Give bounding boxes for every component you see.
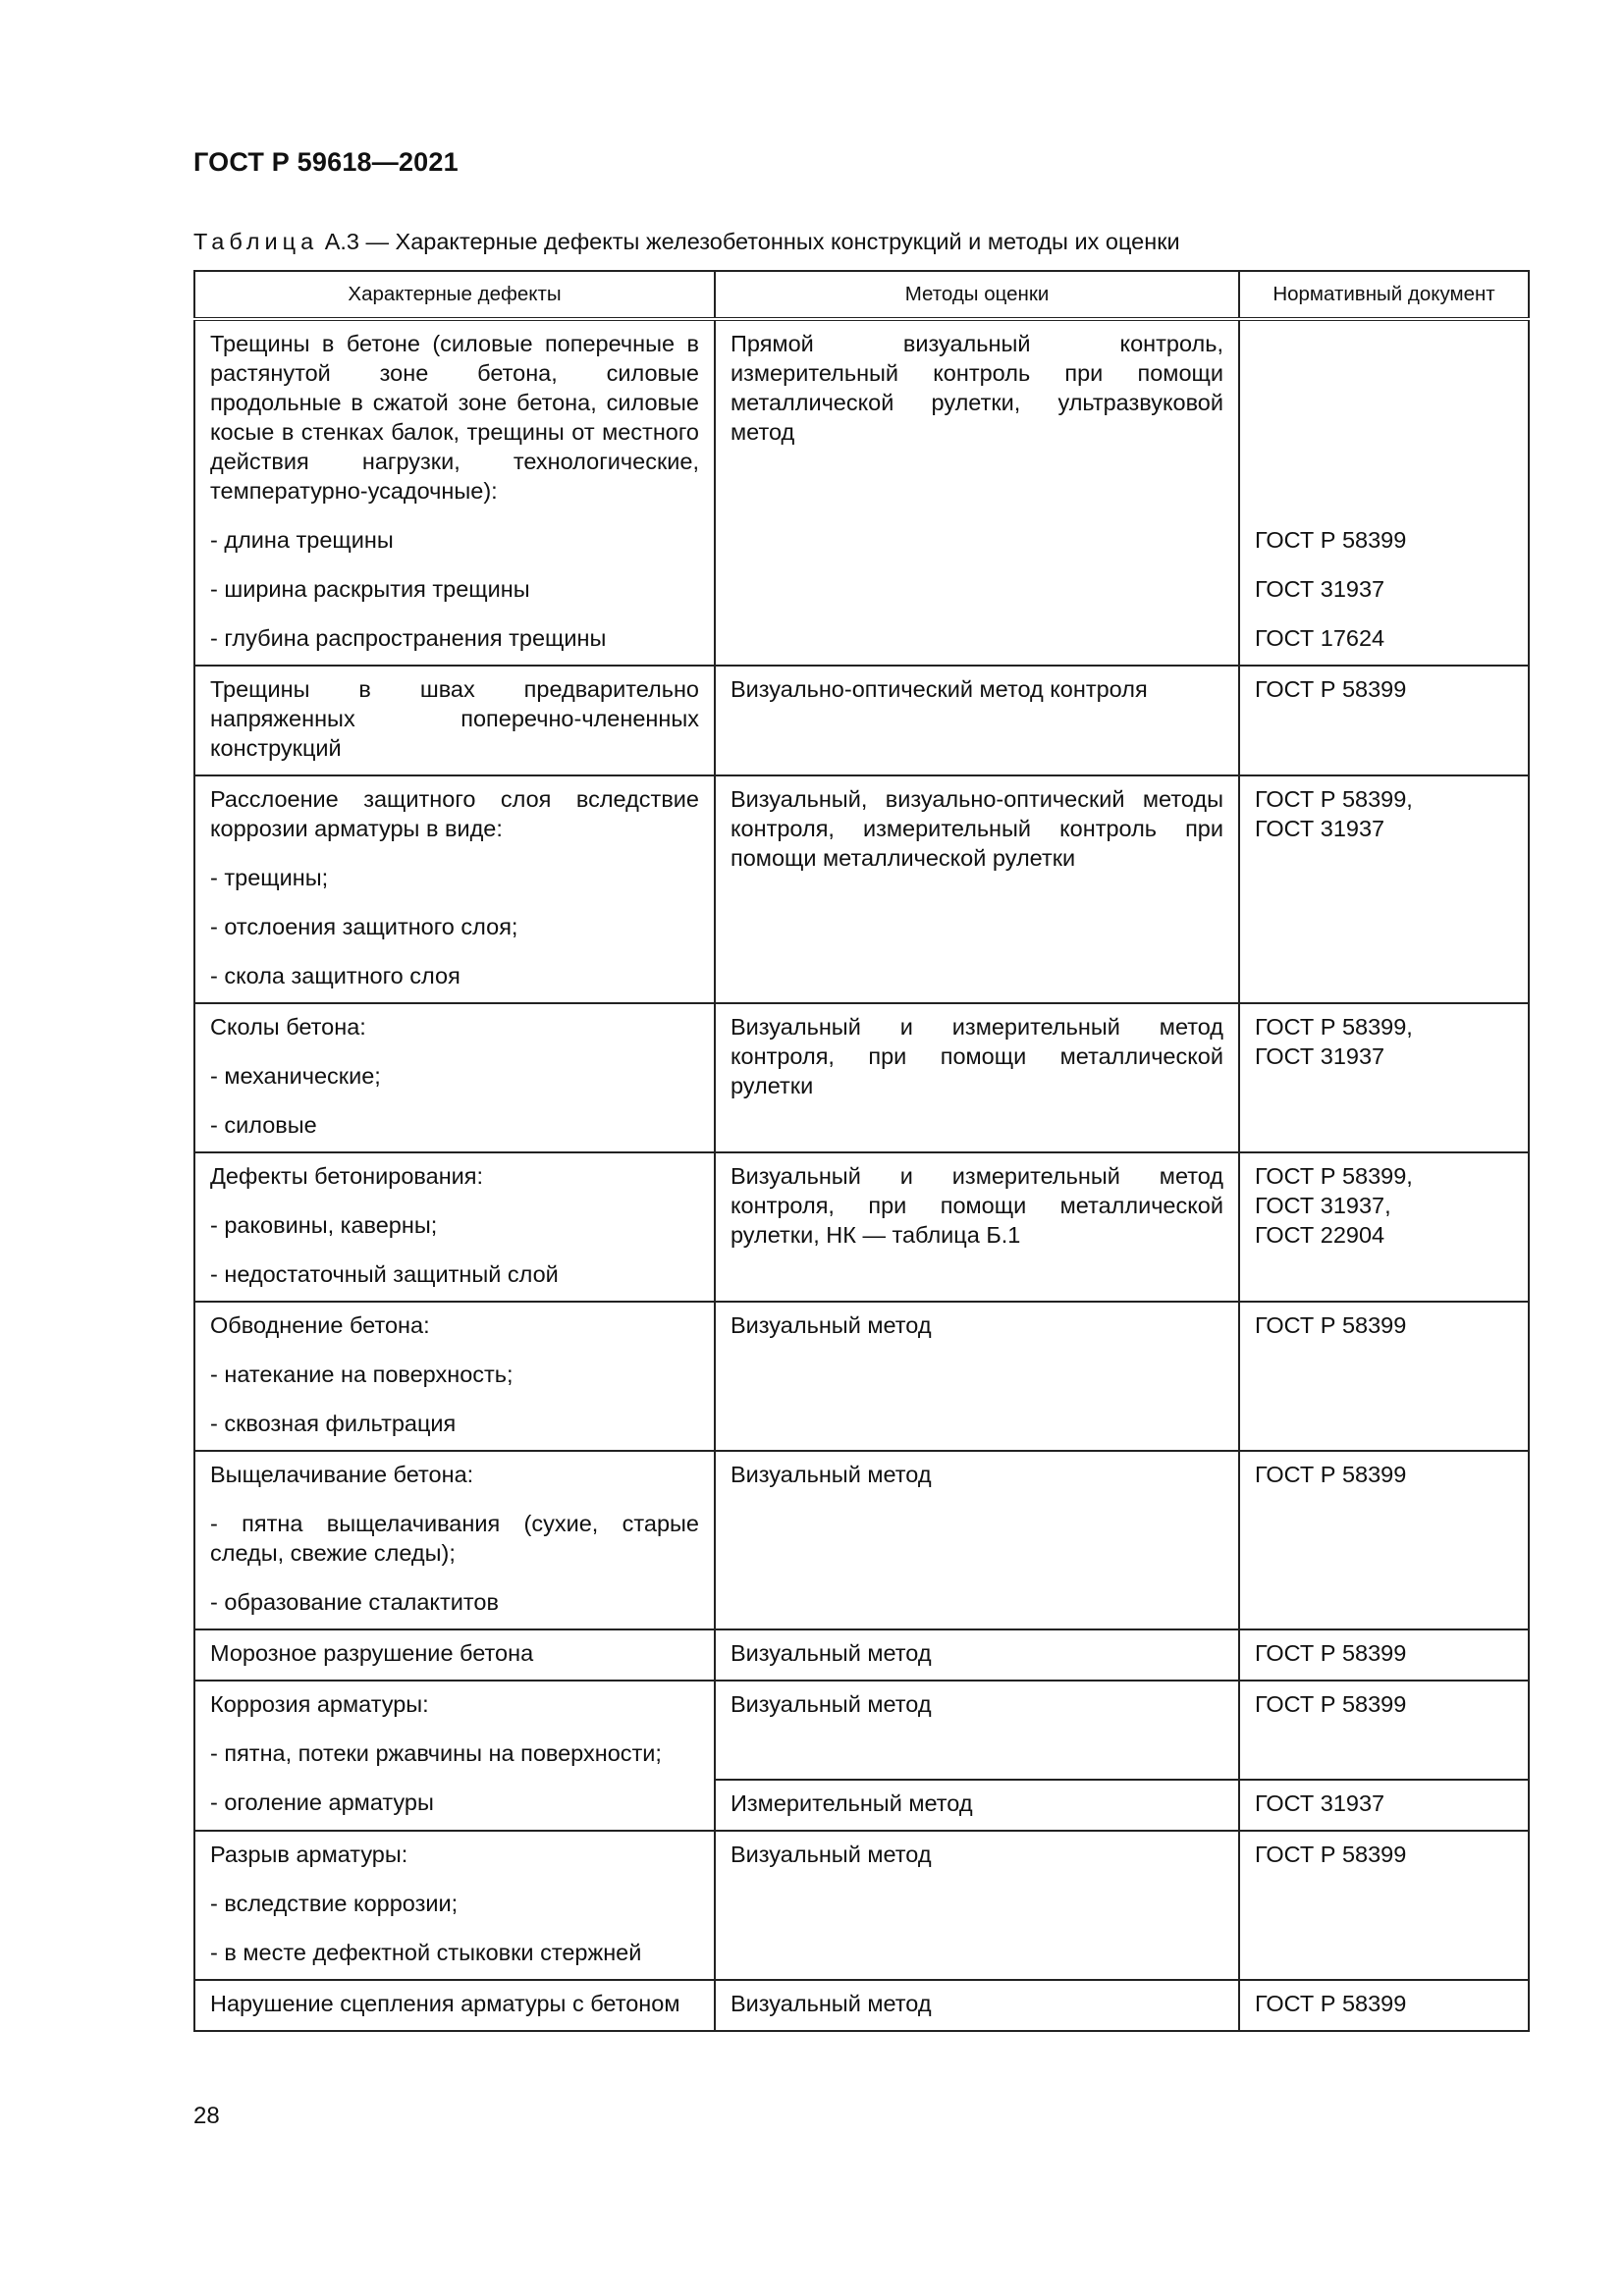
method-cell: Визуальный метод (715, 1451, 1239, 1629)
defect-cell: - в месте дефектной стыковки стержней (194, 1930, 715, 1980)
defect-cell: - раковины, каверны; (194, 1202, 715, 1252)
page-number: 28 (193, 2103, 220, 2129)
doc-cell (1239, 319, 1529, 517)
table-row (194, 319, 1529, 517)
table-header-row (194, 271, 1529, 319)
defect-cell: Морозное разрушение бетона (194, 1629, 715, 1681)
table-row (194, 1302, 1529, 1352)
defect-cell: Обводнение бетона: (194, 1302, 715, 1352)
method-cell: Измерительный метод (715, 1780, 1239, 1831)
defect-cell: - механические; (194, 1053, 715, 1102)
method-cell: Визуальный и измерительный метод контроля, при помощи металлической рулетки, НК — таблица Б.1 (715, 1152, 1239, 1302)
doc-cell: ГОСТ Р 58399, ГОСТ 31937 (1239, 1003, 1529, 1152)
document-code: ГОСТ Р 59618—2021 (193, 147, 459, 177)
defect-cell: - пятна выщелачивания (сухие, старые следы, свежие следы); (194, 1501, 715, 1579)
method-cell: Визуальный и измерительный метод контроля, при помощи металлической рулетки (715, 1003, 1239, 1152)
defect-cell: Расслоение защитного слоя вследствие коррозии арматуры в виде: (194, 775, 715, 855)
defect-cell: - натекание на поверхность; (194, 1352, 715, 1401)
doc-cell: ГОСТ Р 58399 (1239, 1681, 1529, 1780)
defect-cell: - ширина раскрытия трещины (194, 566, 715, 615)
doc-cell: ГОСТ 31937 (1239, 566, 1529, 615)
defect-cell: - недостаточный защитный слой (194, 1252, 715, 1302)
defect-cell: - сквозная фильтрация (194, 1401, 715, 1451)
defect-cell: - вследствие коррозии; (194, 1881, 715, 1930)
doc-cell: ГОСТ Р 58399, ГОСТ 31937 (1239, 775, 1529, 1003)
table-row (194, 1152, 1529, 1202)
method-cell: Визуальный метод (715, 1980, 1239, 2031)
doc-cell: ГОСТ Р 58399, ГОСТ 31937, ГОСТ 22904 (1239, 1152, 1529, 1302)
table-caption (193, 229, 1180, 255)
table-row (194, 1681, 1529, 1731)
method-cell: Визуальный метод (715, 1302, 1239, 1451)
doc-cell: ГОСТ Р 58399 (1239, 1302, 1529, 1451)
defect-cell: - длина трещины (194, 517, 715, 566)
defect-cell: - отслоения защитного слоя; (194, 904, 715, 953)
doc-cell: ГОСТ Р 58399 (1239, 517, 1529, 566)
column-header-defects: Характерные дефекты (194, 271, 715, 319)
table-row (194, 775, 1529, 855)
doc-cell: ГОСТ Р 58399 (1239, 666, 1529, 775)
table-row (194, 666, 1529, 775)
defect-cell: - трещины; (194, 855, 715, 904)
defect-cell: - скола защитного слоя (194, 953, 715, 1003)
table-row (194, 1780, 1529, 1831)
caption-title: А.3 — Характерные дефекты железобетонных конструкций и методы их оценки (324, 229, 1180, 254)
method-cell: Визуальный метод (715, 1831, 1239, 1980)
defect-cell: Коррозия арматуры: (194, 1681, 715, 1731)
table-row (194, 1003, 1529, 1053)
table-row (194, 1831, 1529, 1881)
defect-cell: - силовые (194, 1102, 715, 1152)
doc-cell: ГОСТ Р 58399 (1239, 1831, 1529, 1980)
table-row (194, 1629, 1529, 1681)
method-cell: Визуальный метод (715, 1629, 1239, 1681)
defect-cell: Трещины в бетоне (силовые поперечные в растянутой зоне бетона, силовые продольные в сжатой зоне бетона, силовые косые в стенках балок, трещины от местного действия нагрузки, технологические, температурно-усадочные): (194, 319, 715, 517)
doc-cell: ГОСТ Р 58399 (1239, 1451, 1529, 1629)
defect-cell: Выщелачивание бетона: (194, 1451, 715, 1501)
defect-cell: Нарушение сцепления арматуры с бетоном (194, 1980, 715, 2031)
defect-cell: - оголение арматуры (194, 1780, 715, 1831)
defect-cell: Трещины в швах предварительно напряженных поперечно-члененных конструкций (194, 666, 715, 775)
doc-cell: ГОСТ 31937 (1239, 1780, 1529, 1831)
defects-table (193, 270, 1530, 2032)
defect-cell: Разрыв арматуры: (194, 1831, 715, 1881)
column-header-methods: Методы оценки (715, 271, 1239, 319)
table-row (194, 1980, 1529, 2031)
doc-cell: ГОСТ Р 58399 (1239, 1980, 1529, 2031)
table-row (194, 1451, 1529, 1501)
defect-cell: Дефекты бетонирования: (194, 1152, 715, 1202)
column-header-normative-doc: Нормативный документ (1239, 271, 1529, 319)
defect-cell: - пятна, потеки ржавчины на поверхности; (194, 1731, 715, 1780)
defect-cell: Сколы бетона: (194, 1003, 715, 1053)
defect-cell: - глубина распространения трещины (194, 615, 715, 666)
doc-cell: ГОСТ 17624 (1239, 615, 1529, 666)
method-cell: Визуальный метод (715, 1681, 1239, 1780)
caption-label: Таблица (193, 229, 319, 254)
defect-cell: - образование сталактитов (194, 1579, 715, 1629)
doc-cell: ГОСТ Р 58399 (1239, 1629, 1529, 1681)
method-cell: Прямой визуальный контроль, измерительный контроль при помощи металлической рулетки, ультразвуковой метод (715, 319, 1239, 666)
method-cell: Визуальный, визуально-оптический методы контроля, измерительный контроль при помощи металлической рулетки (715, 775, 1239, 1003)
method-cell: Визуально-оптический метод контроля (715, 666, 1239, 775)
